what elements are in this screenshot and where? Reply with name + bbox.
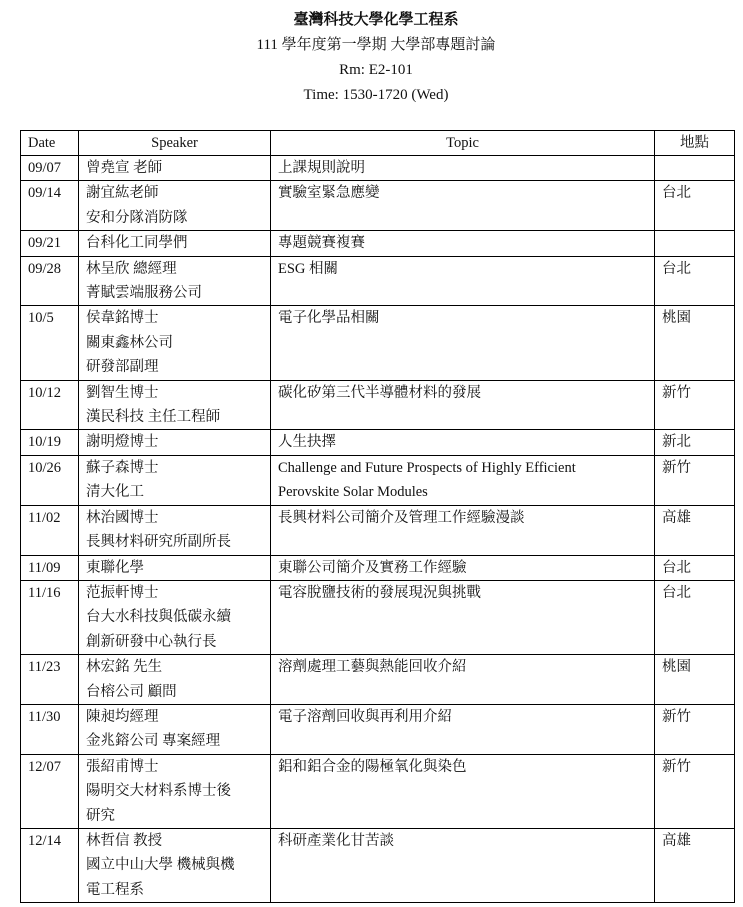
topic-cell-line: 實驗室緊急應變 <box>278 185 380 202</box>
topic-cell <box>271 704 655 754</box>
speaker-cell-line: 侯韋銘博士 <box>86 310 159 327</box>
location-cell: 桃園 <box>655 306 735 380</box>
topic-cell <box>271 754 655 828</box>
topic-cell <box>271 555 655 580</box>
speaker-cell-line: 謝宜紘老師 <box>86 185 159 202</box>
date-cell: 10/19 <box>21 430 79 455</box>
speaker-cell <box>79 455 271 505</box>
speaker-cell-line: 長興材料研究所副所長 <box>86 534 231 551</box>
topic-cell-line: 電容脫鹽技術的發展現況與挑戰 <box>278 584 481 601</box>
room: Rm: E2-101 <box>339 62 413 78</box>
topic-cell <box>271 430 655 455</box>
speaker-cell-line: 安和分隊消防隊 <box>86 209 188 226</box>
topic-cell-line: 碳化矽第三代半導體材料的發展 <box>278 384 481 401</box>
topic-cell-line: 科研產業化甘苦談 <box>278 832 394 849</box>
table-row <box>21 256 735 306</box>
speaker-cell-line: 謝明燈博士 <box>86 434 159 451</box>
table-row <box>21 754 735 828</box>
speaker-cell-line: 金兆鎔公司 專案經理 <box>86 733 221 750</box>
location-cell: 台北 <box>655 181 735 231</box>
speaker-cell-line: 電工程系 <box>86 881 144 898</box>
speaker-cell <box>79 828 271 902</box>
location-cell: 新竹 <box>655 704 735 754</box>
topic-cell <box>271 231 655 256</box>
speaker-cell-line: 張紹甫博士 <box>86 758 159 775</box>
speaker-cell <box>79 704 271 754</box>
speaker-cell-line: 林治國博士 <box>86 509 159 526</box>
topic-cell <box>271 256 655 306</box>
topic-cell-line: ESG 相關 <box>278 260 339 277</box>
speaker-cell <box>79 505 271 555</box>
speaker-cell <box>79 555 271 580</box>
speaker-cell-line: 劉智生博士 <box>86 384 159 401</box>
speaker-cell-line: 研發部副理 <box>86 359 159 376</box>
topic-cell-line: 專題競賽複賽 <box>278 235 365 252</box>
speaker-cell-line: 東聯化學 <box>86 559 144 576</box>
table-row <box>21 156 735 181</box>
topic-cell-line: 電子化學品相關 <box>278 310 380 327</box>
table-row <box>21 455 735 505</box>
topic-cell-line: 溶劑處理工藝與熱能回收介紹 <box>278 659 467 676</box>
topic-cell-line: 電子溶劑回收與再利用介紹 <box>278 708 452 725</box>
speaker-cell <box>79 655 271 705</box>
speaker-cell-line: 創新研發中心執行長 <box>86 633 217 650</box>
speaker-cell-line: 陳昶均經理 <box>86 708 159 725</box>
time: Time: 1530-1720 (Wed) <box>303 87 449 103</box>
table-row <box>21 380 735 430</box>
table-row <box>21 655 735 705</box>
topic-cell-line: 人生抉擇 <box>278 434 336 451</box>
speaker-cell-line: 漢民科技 主任工程師 <box>86 409 221 426</box>
speaker-cell <box>79 580 271 654</box>
speaker-cell <box>79 231 271 256</box>
topic-cell <box>271 380 655 430</box>
speaker-cell <box>79 430 271 455</box>
location-cell: 桃園 <box>655 655 735 705</box>
department-title: 臺灣科技大學化學工程系 <box>293 12 459 28</box>
speaker-cell-line: 林哲信 教授 <box>86 832 163 849</box>
date-cell: 09/14 <box>21 181 79 231</box>
speaker-cell-line: 林呈欣 總經理 <box>86 260 177 277</box>
course-title: 111 學年度第一學期 大學部專題討論 <box>256 37 496 53</box>
topic-cell-line: 東聯公司簡介及實務工作經驗 <box>278 559 467 576</box>
topic-cell-line: Perovskite Solar Modules <box>278 484 428 501</box>
speaker-cell-line: 關東鑫林公司 <box>86 334 173 351</box>
column-header-speaker: Speaker <box>79 131 271 156</box>
topic-cell <box>271 828 655 902</box>
speaker-cell <box>79 256 271 306</box>
date-cell: 09/28 <box>21 256 79 306</box>
topic-cell <box>271 655 655 705</box>
speaker-cell-line: 研究 <box>86 807 115 824</box>
topic-cell <box>271 455 655 505</box>
topic-cell-line: 鋁和鋁合金的陽極氧化與染色 <box>278 758 467 775</box>
location-cell: 新竹 <box>655 455 735 505</box>
topic-cell-line: 上課規則說明 <box>278 160 365 176</box>
speaker-cell-line: 曾堯宣 老師 <box>86 160 163 176</box>
date-cell: 11/09 <box>21 555 79 580</box>
table-row <box>21 306 735 380</box>
speaker-cell-line: 林宏銘 先生 <box>86 659 163 676</box>
table-header-row <box>21 131 735 156</box>
topic-cell-line: Challenge and Future Prospects of Highly Efficient <box>278 459 576 476</box>
location-cell: 新北 <box>655 430 735 455</box>
speaker-cell <box>79 380 271 430</box>
speaker-cell-line: 清大化工 <box>86 484 144 501</box>
date-cell: 12/07 <box>21 754 79 828</box>
speaker-cell-line: 台榕公司 顧問 <box>86 683 177 700</box>
date-cell: 10/12 <box>21 380 79 430</box>
topic-cell <box>271 505 655 555</box>
table-row <box>21 430 735 455</box>
topic-cell <box>271 580 655 654</box>
speaker-cell-line: 台科化工同學們 <box>86 235 188 252</box>
speaker-cell-line: 菁賦雲端服務公司 <box>86 285 202 302</box>
topic-cell-line: 長興材料公司簡介及管理工作經驗漫談 <box>278 509 525 526</box>
date-cell: 11/16 <box>21 580 79 654</box>
location-cell: 台北 <box>655 555 735 580</box>
speaker-cell <box>79 754 271 828</box>
date-cell: 11/30 <box>21 704 79 754</box>
speaker-cell-line: 陽明交大材料系博士後 <box>86 783 231 800</box>
speaker-cell-line: 台大水科技與低碳永續 <box>86 609 231 626</box>
table-row <box>21 704 735 754</box>
table-row <box>21 505 735 555</box>
date-cell: 10/26 <box>21 455 79 505</box>
table-row <box>21 231 735 256</box>
location-cell: 新竹 <box>655 380 735 430</box>
table-row <box>21 828 735 902</box>
date-cell: 12/14 <box>21 828 79 902</box>
speaker-cell <box>79 181 271 231</box>
topic-cell <box>271 156 655 181</box>
date-cell: 11/23 <box>21 655 79 705</box>
date-cell: 09/21 <box>21 231 79 256</box>
location-cell: 台北 <box>655 256 735 306</box>
topic-cell <box>271 181 655 231</box>
table-row <box>21 181 735 231</box>
column-header-date: Date <box>21 131 79 156</box>
location-cell: 新竹 <box>655 754 735 828</box>
topic-cell <box>271 306 655 380</box>
speaker-cell-line: 范振軒博士 <box>86 584 159 601</box>
speaker-cell <box>79 156 271 181</box>
speaker-cell <box>79 306 271 380</box>
speaker-cell-line: 國立中山大學 機械與機 <box>86 857 235 874</box>
date-cell: 10/5 <box>21 306 79 380</box>
date-cell: 09/07 <box>21 156 79 181</box>
schedule-table <box>20 130 735 903</box>
date-cell: 11/02 <box>21 505 79 555</box>
column-header-topic: Topic <box>271 131 655 156</box>
table-row <box>21 580 735 654</box>
column-header-location: 地點 <box>655 131 735 156</box>
location-cell: 高雄 <box>655 505 735 555</box>
location-cell: 台北 <box>655 580 735 654</box>
table-row <box>21 555 735 580</box>
location-cell: 高雄 <box>655 828 735 902</box>
location-cell <box>655 156 735 181</box>
location-cell <box>655 231 735 256</box>
speaker-cell-line: 蘇子森博士 <box>86 459 159 476</box>
